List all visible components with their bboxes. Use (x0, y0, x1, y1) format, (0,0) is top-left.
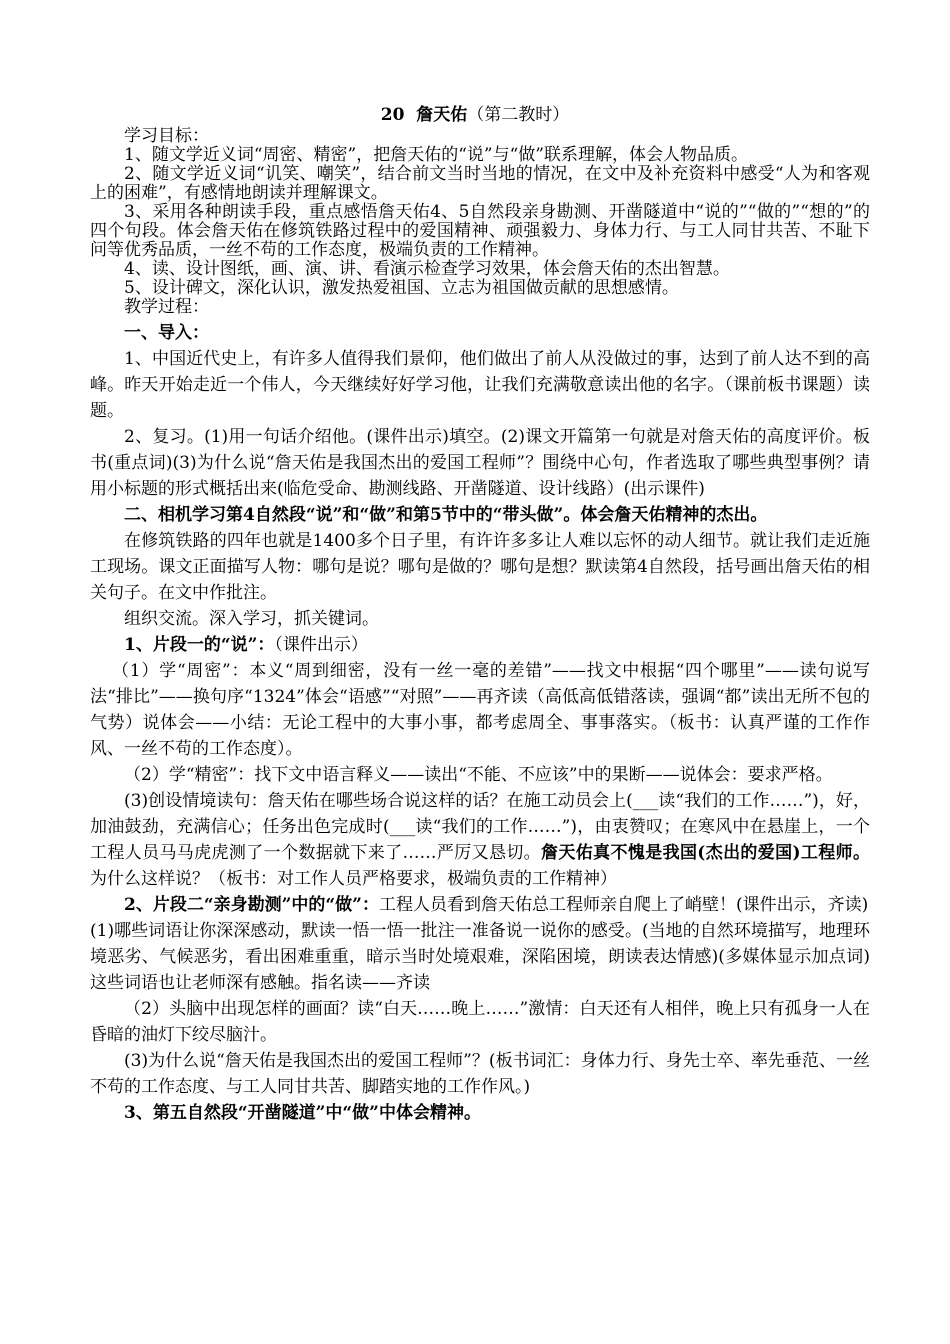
lesson-title (0, 104, 950, 126)
fragment-1-heading: 1、片段一的“说”： (124, 635, 275, 655)
paragraph-part: 为什么这样说？（板书：对工作人员严格要求，极端负责的工作精神） (90, 869, 617, 889)
title-main: 20 詹天佑 (380, 105, 468, 125)
objective-item: 4、读、设计图纸，画、演、讲、看演示检查学习效果，体会詹天佑的杰出智慧。 (124, 259, 730, 279)
fragment-2-heading: 2、片段二“亲身勘测”中的“做”： (124, 895, 379, 915)
section-heading: 一、导入： (124, 323, 209, 343)
paragraph: （1）学“周密”：本义“周到细密，没有一丝一毫的差错”——找文中根据“四个哪里”——读句说写法“排比”——换句序“1324”体会“语感”“对照”——再齐读（高低高低错落读，强调“都”读出无所不包的气势）说体会——小结：无论工程中的大事小事，都考虑周全、事事落实。（板书：认真严谨的工作作风、一丝不苟的工作态度）。 (90, 661, 870, 759)
paragraph: 2、复习。(1)用一句话介绍他。(课件出示)填空。(2)课文开篇第一句就是对詹天佑的高度评价。板书(重点词)(3)为什么说“詹天佑是我国杰出的爱国工程师”？围绕中心句，作者选取了哪些典型事例？请用小标题的形式概括出来(临危受命、勘测线路、开凿隧道、设计线路）(出示课件) (90, 427, 870, 499)
section-heading: 二、相机学习第4自然段“说”和“做”和第5节中的“带头做”。体会詹天佑精神的杰出。 (124, 505, 768, 525)
objective-item: 3、采用各种朗读手段，重点感悟詹天佑4、5自然段亲身勘测、开凿隧道中“说的”“做的”“想的”的四个句段。体会詹天佑在修筑铁路过程中的爱国精神、顽强毅力、身体力行、与工人同甘共苦、不耻下问等优秀品质，一丝不苟的工作态度，极端负责的工作精神。 (90, 202, 870, 260)
paragraph (90, 788, 870, 892)
process-section (90, 320, 870, 1126)
objectives-section (90, 127, 870, 317)
process-heading: 教学过程： (124, 297, 209, 317)
subsection-heading (90, 892, 870, 918)
paragraph: 1、中国近代史上，有许多人值得我们景仰，他们做出了前人从没做过的事，达到了前人达不到的高峰。昨天开始走近一个伟人，今天继续好好学习他，让我们充满敬意读出他的名字。（课前板书课题）读题。 (90, 349, 870, 421)
subsection-heading: 3、第五自然段“开凿隧道”中“做”中体会精神。 (124, 1103, 481, 1123)
key-sentence: 詹天佑真不愧是我国(杰出的爱国)工程师。 (541, 843, 871, 863)
subsection-heading (90, 632, 870, 658)
objective-item: 5、设计碑文，深化认识，激发热爱祖国、立志为祖国做贡献的思想感情。 (124, 278, 679, 298)
paragraph: (1)哪些词语让你深深感动，默读一悟一悟一批注一准备说一说你的感受。(当地的自然环境描写，地理环境恶劣、气候恶劣，看出困难重重，暗示当时处境艰难，深陷困境，朗读表达情感)(多媒体显示加点词)这些词语也让老师深有感触。指名读——齐读 (90, 921, 870, 993)
title-sub: （第二教时） (467, 105, 570, 125)
paragraph-part: (3)创设情境读句：詹天佑在哪些场合说这样的话？在施工动员会上(___读“我们的工作……”)，好，加油鼓劲，充满信心；任务出色完成时(___读“我们的工作……”)，由衷赞叹；在寒风中在悬崖上，一个工程人员马马虎虎测了一个数据就下来了……严厉又恳切。 (90, 791, 870, 863)
paragraph: 在修筑铁路的四年也就是1400多个日子里，有许许多多让人难以忘怀的动人细节。就让我们走近施工现场。课文正面描写人物：哪句是说？哪句是做的？哪句是想？默读第4自然段，括号画出詹天佑的相关句子。在文中作批注。 (90, 531, 870, 603)
fragment-1-note: （课件出示） (274, 635, 368, 655)
objective-item: 1、随文学近义词“周密、精密”，把詹天佑的“说”与“做”联系理解，体会人物品质。 (124, 145, 748, 165)
paragraph: 组织交流。深入学习，抓关键词。 (124, 609, 379, 629)
paragraph: (3)为什么说“詹天佑是我国杰出的爱国工程师”？(板书词汇：身体力行、身先士卒、率先垂范、一丝不苟的工作态度、与工人同甘共苦、脚踏实地的工作作风。) (90, 1051, 870, 1097)
paragraph: （2）头脑中出现怎样的画面？读“白天……晚上……”激情：白天还有人相伴，晚上只有孤身一人在昏暗的油灯下绞尽脑汁。 (90, 999, 870, 1045)
objectives-heading: 学习目标： (124, 126, 209, 146)
paragraph: （2）学“精密”：找下文中语言释义——读出“不能、不应该”中的果断——说体会：要求严格。 (124, 765, 833, 785)
fragment-2-lead: 工程人员看到詹天佑总工程师亲自爬上了峭壁！(课件出示，齐读) (378, 895, 869, 915)
objective-item: 2、随文学近义词“讥笑、嘲笑”，结合前文当时当地的情况，在文中及补充资料中感受“人为和客观上的困难”，有感情地朗读并理解课文。 (90, 164, 870, 203)
